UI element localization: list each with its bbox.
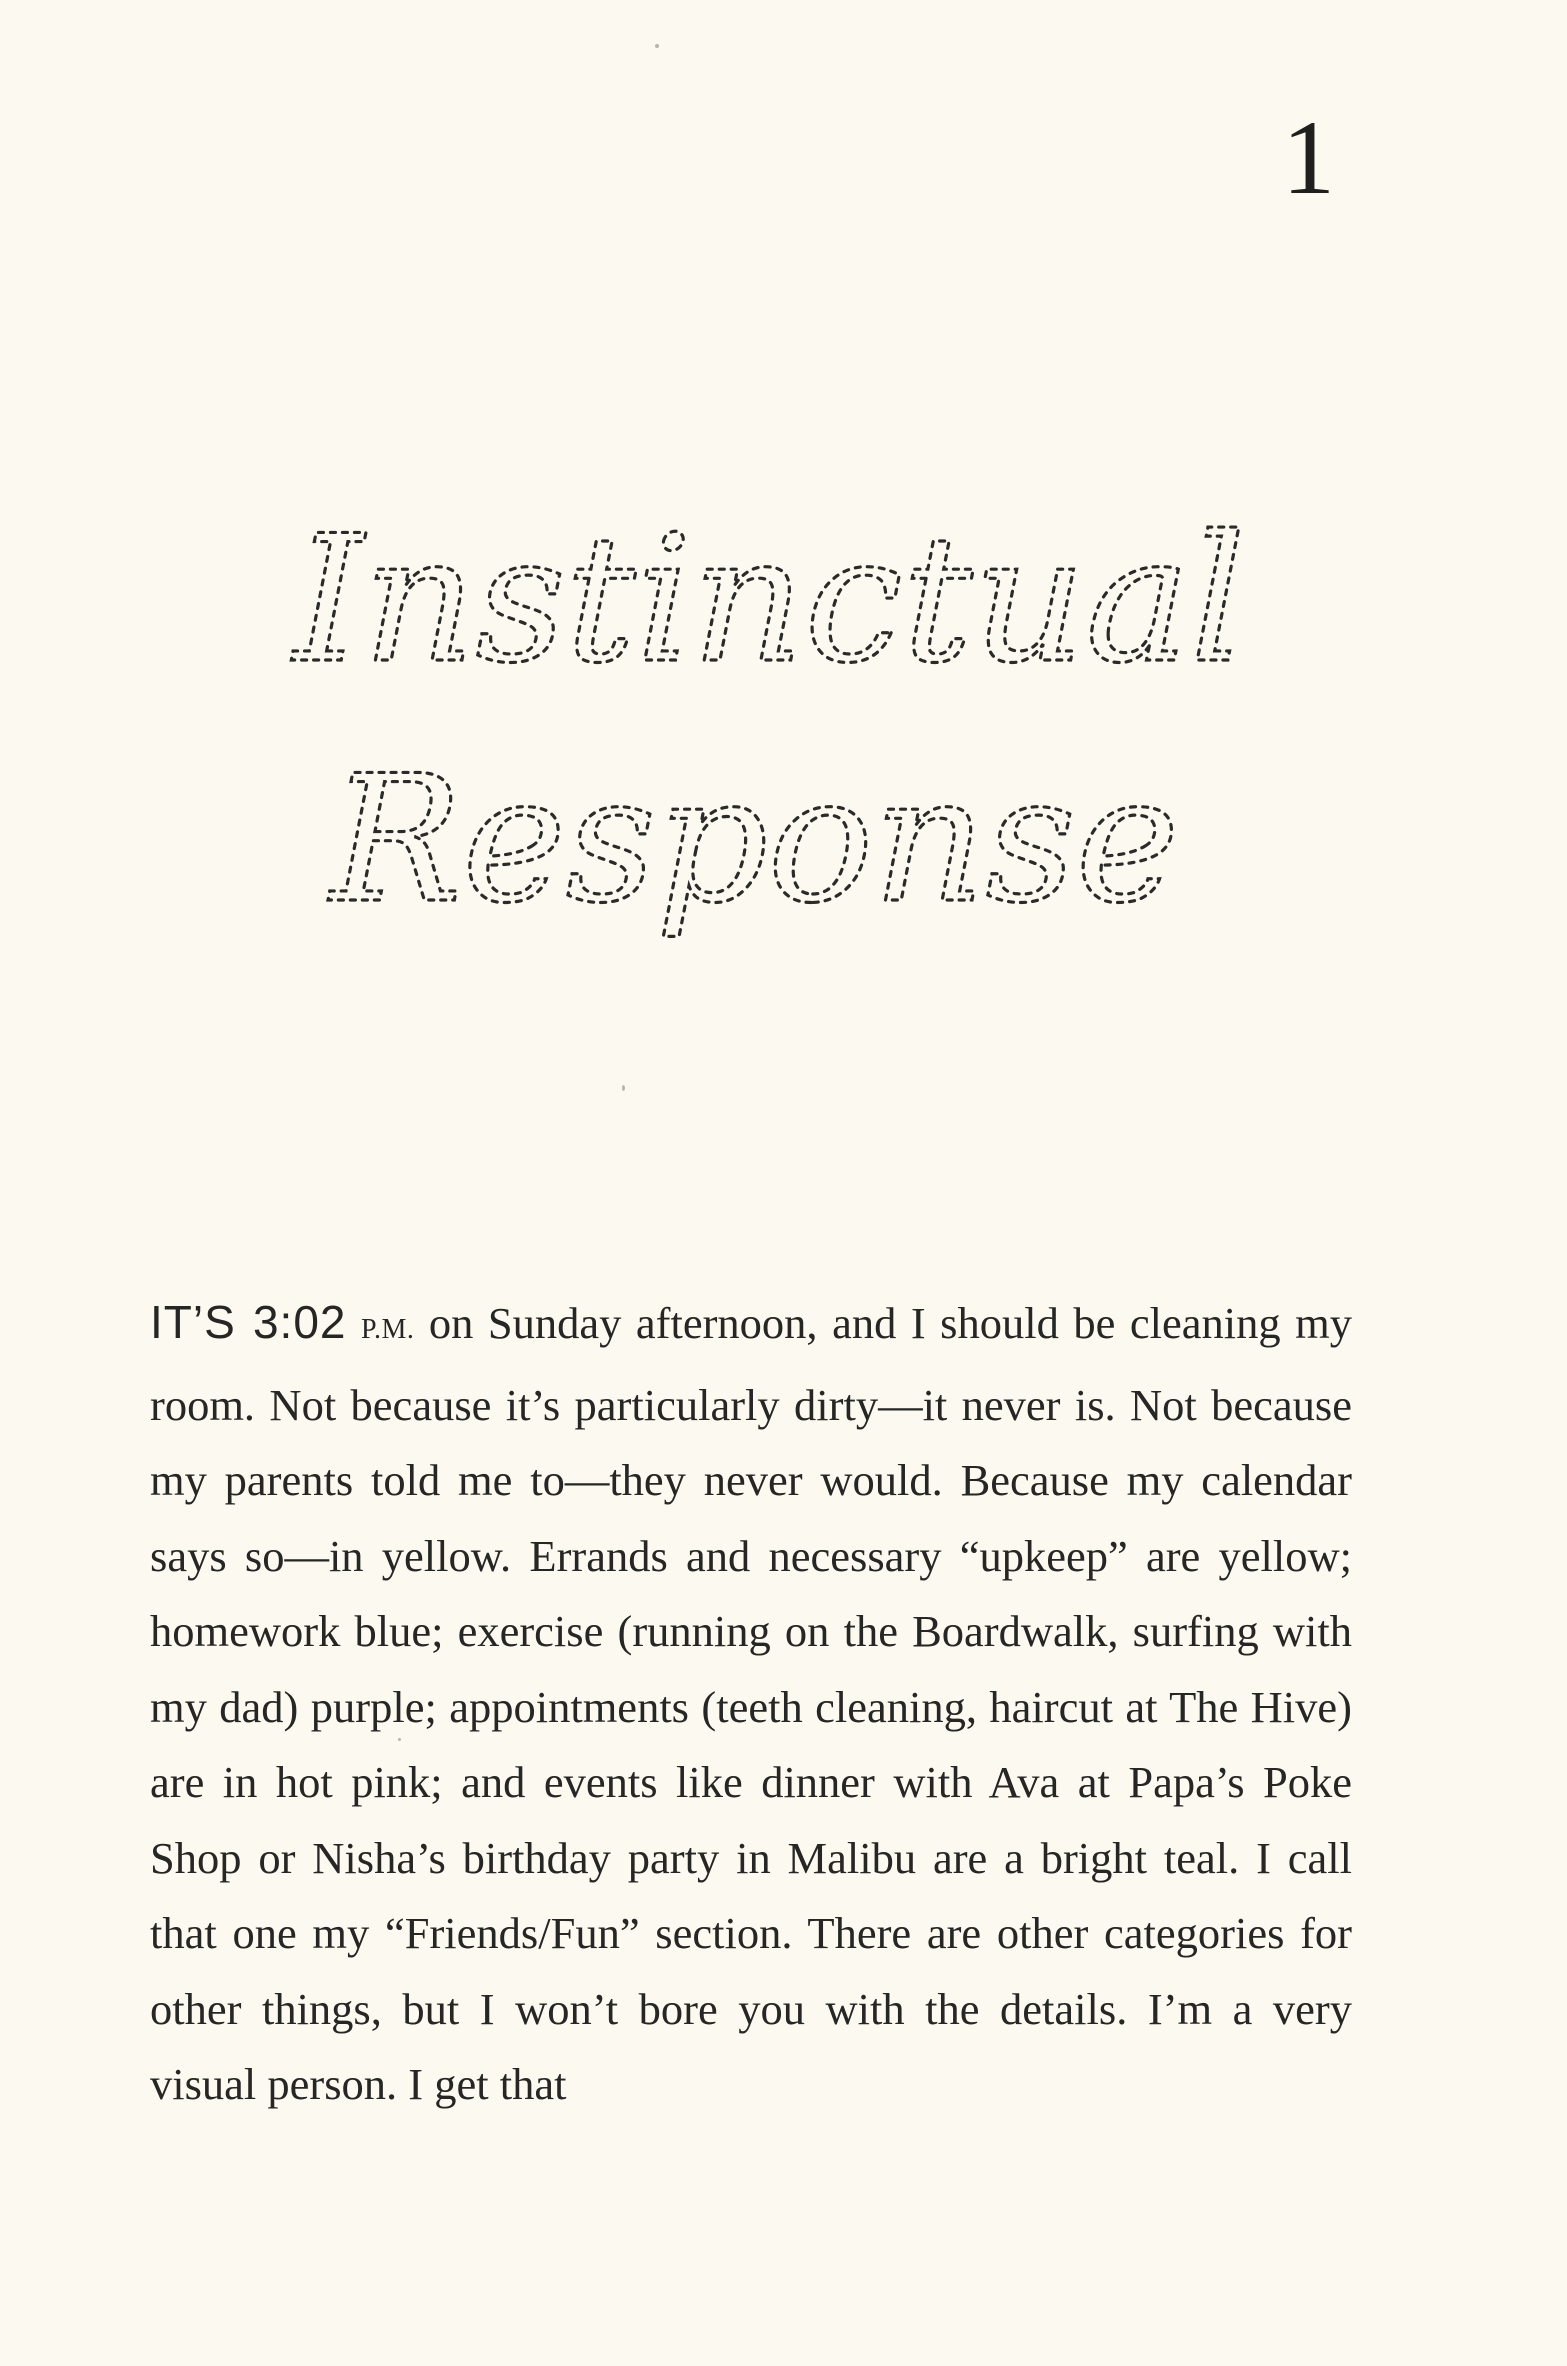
chapter-title-line-1: Instinctual xyxy=(294,510,1246,702)
chapter-title xyxy=(0,510,1567,1030)
chapter-title-line-2: Response xyxy=(330,739,1180,942)
paragraph-text: on Sunday afternoon, and I should be cleaning my room. Not because it’s particularly dirty—it never is. Not because my parents told me to—they never would. Because my calendar says so—in yellow. Errands and necessary “upkeep” are yellow; homework blue; exercise (running on the Boardwalk, surfing with my dad) purple; appointments (teeth cleaning, haircut at The Hive) are in hot pink; and events like dinner with Ava at Papa’s Poke Shop or Nisha’s birthday party in Malibu are a bright teal. I call that one my “Friends/Fun” section. There are other categories for other things, but I won’t bore you with the details. I’m a very visual person. I get that xyxy=(150,1298,1352,2109)
body-paragraph xyxy=(150,1285,1352,2123)
paper-speck xyxy=(622,1085,625,1091)
paper-speck xyxy=(398,1738,401,1741)
paragraph xyxy=(150,1285,1352,2123)
lead-in-pm: P.M. xyxy=(361,1314,415,1345)
chapter-number: 1 xyxy=(1282,99,1335,216)
paper-speck xyxy=(655,44,659,48)
lead-in-time: IT’S 3:02 xyxy=(150,1296,347,1348)
